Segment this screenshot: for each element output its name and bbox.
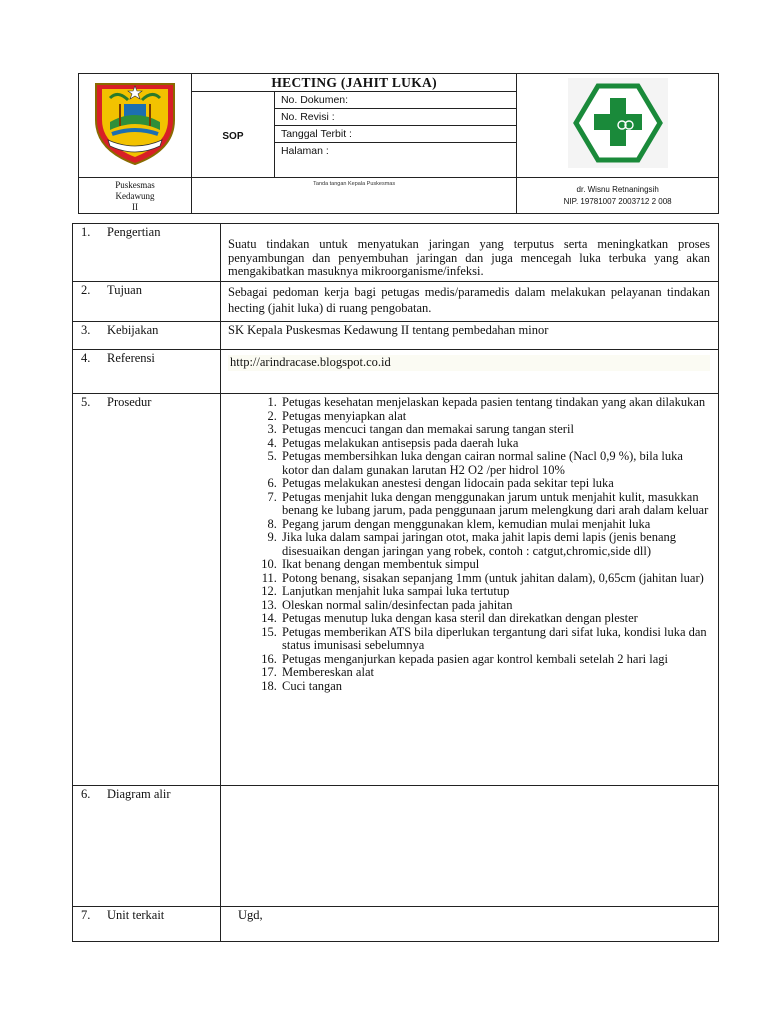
procedure-step: 15. Petugas memberikan ATS bila diperlukan tergantung dari sifat luka, kondisi luka dan status imunisasi sebelumnya bbox=[280, 626, 710, 653]
procedure-step: 3. Petugas mencuci tangan dan memakai sarung tangan steril bbox=[280, 423, 710, 437]
pengertian-text: Suatu tindakan untuk menyatukan jaringan yang terputus serta meningkatkan proses penyambungan dan penyembuhan jaringan dan juga mencegah luka terbuka yang akan mengakibatkan masuknya mikroorganisme/infeksi. bbox=[228, 237, 710, 278]
procedure-step: 5. Petugas membersihkan luka dengan cairan normal saline (Nacl 0,9 %), bila luka kotor dan dalam gunakan larutan H2 O2 /per hidrol 10% bbox=[280, 450, 710, 477]
row-number: 3. bbox=[81, 323, 91, 337]
row-number: 2. bbox=[81, 283, 91, 297]
procedure-step: 9. Jika luka dalam sampai jaringan otot, maka jahit lapis demi lapis (jenis benang disesuaikan dengan jaringan yang robek, contoh : catgut,chromic,side dll) bbox=[280, 531, 710, 558]
procedure-step: 4. Petugas melakukan antisepsis pada daerah luka bbox=[280, 437, 710, 451]
procedure-step: 11. Potong benang, sisakan sepanjang 1mm (untuk jahitan dalam), 0,65cm (jahitan luar) bbox=[280, 572, 710, 586]
signature-caption: Tanda tangan Kepala Puskesmas bbox=[313, 181, 396, 187]
value-cell bbox=[221, 907, 719, 942]
signature-cell bbox=[191, 178, 516, 214]
procedure-step: 18. Cuci tangan bbox=[280, 680, 710, 694]
puskesmas-green-cross-icon bbox=[568, 78, 668, 168]
field-no-dokumen: No. Dokumen: bbox=[275, 92, 516, 109]
signer-name: dr. Wisnu Retnaningsih bbox=[576, 185, 659, 194]
field-halaman: Halaman : bbox=[280, 145, 329, 157]
signer-cell bbox=[517, 178, 719, 214]
document-title: HECTING (JAHIT LUKA) bbox=[192, 74, 516, 92]
label-cell bbox=[73, 907, 221, 942]
regency-coat-of-arms-icon bbox=[88, 78, 182, 168]
field-tanggal-terbit: Tanggal Terbit : bbox=[275, 126, 516, 143]
row-diagram-alir bbox=[73, 786, 719, 907]
left-logo-cell bbox=[79, 74, 192, 178]
label-cell bbox=[73, 322, 221, 350]
row-pengertian bbox=[73, 224, 719, 282]
procedure-step: 13. Oleskan normal salin/desinfectan pada jahitan bbox=[280, 599, 710, 613]
procedure-step: 8. Pegang jarum dengan menggunakan klem, kemudian mulai menjahit luka bbox=[280, 518, 710, 532]
row-number: 7. bbox=[81, 908, 91, 922]
value-cell bbox=[221, 322, 719, 350]
row-tujuan bbox=[73, 282, 719, 322]
row-number: 4. bbox=[81, 351, 91, 365]
label-cell bbox=[73, 224, 221, 282]
label-cell bbox=[73, 350, 221, 394]
row-prosedur bbox=[73, 394, 719, 786]
value-cell bbox=[221, 282, 719, 322]
procedure-step: 1. Petugas kesehatan menjelaskan kepada pasien tentang tindakan yang akan dilakukan bbox=[280, 396, 710, 410]
row-referensi bbox=[73, 350, 719, 394]
kebijakan-text: SK Kepala Puskesmas Kedawung II tentang pembedahan minor bbox=[228, 323, 549, 337]
puskesmas-line-3: II bbox=[131, 202, 138, 212]
referensi-link[interactable]: http://arindracase.blogspot.co.id bbox=[228, 355, 710, 371]
sop-content-table bbox=[72, 223, 719, 942]
row-number: 6. bbox=[81, 787, 91, 801]
puskesmas-name-cell bbox=[79, 178, 192, 214]
sop-label: SOP bbox=[192, 92, 275, 177]
row-label: Unit terkait bbox=[107, 908, 165, 922]
unit-text: Ugd, bbox=[238, 908, 263, 922]
value-cell bbox=[221, 350, 719, 394]
puskesmas-line-1: Puskesmas bbox=[115, 180, 155, 190]
procedure-step: 2. Petugas menyiapkan alat bbox=[280, 410, 710, 424]
procedure-step: 6. Petugas melakukan anestesi dengan lidocain pada sekitar tepi luka bbox=[280, 477, 710, 491]
procedure-list bbox=[228, 396, 710, 693]
procedure-step: 14. Petugas menutup luka dengan kasa steril dan direkatkan dengan plester bbox=[280, 612, 710, 626]
tujuan-text: Sebagai pedoman kerja bagi petugas medis/paramedis dalam melakukan pelayanan tindakan hecting (jahit luka) di ruang pengobatan. bbox=[228, 285, 710, 315]
row-label: Prosedur bbox=[107, 395, 152, 409]
value-cell bbox=[221, 224, 719, 282]
row-kebijakan bbox=[73, 322, 719, 350]
procedure-step: 12. Lanjutkan menjahit luka sampai luka tertutup bbox=[280, 585, 710, 599]
field-no-revisi: No. Revisi : bbox=[275, 109, 516, 126]
row-number: 1. bbox=[81, 225, 91, 239]
value-cell bbox=[221, 394, 719, 786]
procedure-step: 17. Membereskan alat bbox=[280, 666, 710, 680]
row-unit-terkait bbox=[73, 907, 719, 942]
sop-header-table bbox=[78, 73, 719, 214]
puskesmas-line-2: Kedawung bbox=[115, 191, 155, 201]
signer-nip: NIP. 19781007 2003712 2 008 bbox=[563, 197, 672, 206]
header-center-cell bbox=[191, 74, 516, 178]
label-cell bbox=[73, 394, 221, 786]
row-label: Referensi bbox=[107, 351, 155, 365]
value-cell bbox=[221, 786, 719, 907]
right-logo-cell bbox=[517, 74, 719, 178]
label-cell bbox=[73, 786, 221, 907]
procedure-step: 16. Petugas menganjurkan kepada pasien agar kontrol kembali setelah 2 hari lagi bbox=[280, 653, 710, 667]
procedure-step: 10. Ikat benang dengan membentuk simpul bbox=[280, 558, 710, 572]
row-number: 5. bbox=[81, 395, 91, 409]
row-label: Diagram alir bbox=[107, 787, 171, 801]
row-label: Tujuan bbox=[107, 283, 142, 297]
row-label: Kebijakan bbox=[107, 323, 159, 337]
row-label: Pengertian bbox=[107, 225, 161, 239]
label-cell bbox=[73, 282, 221, 322]
procedure-step: 7. Petugas menjahit luka dengan menggunakan jarum untuk menjahit kulit, masukkan benang ke lubang jarum, pada penggunaan jarum melengkung dari arah dalam keluar bbox=[280, 491, 710, 518]
